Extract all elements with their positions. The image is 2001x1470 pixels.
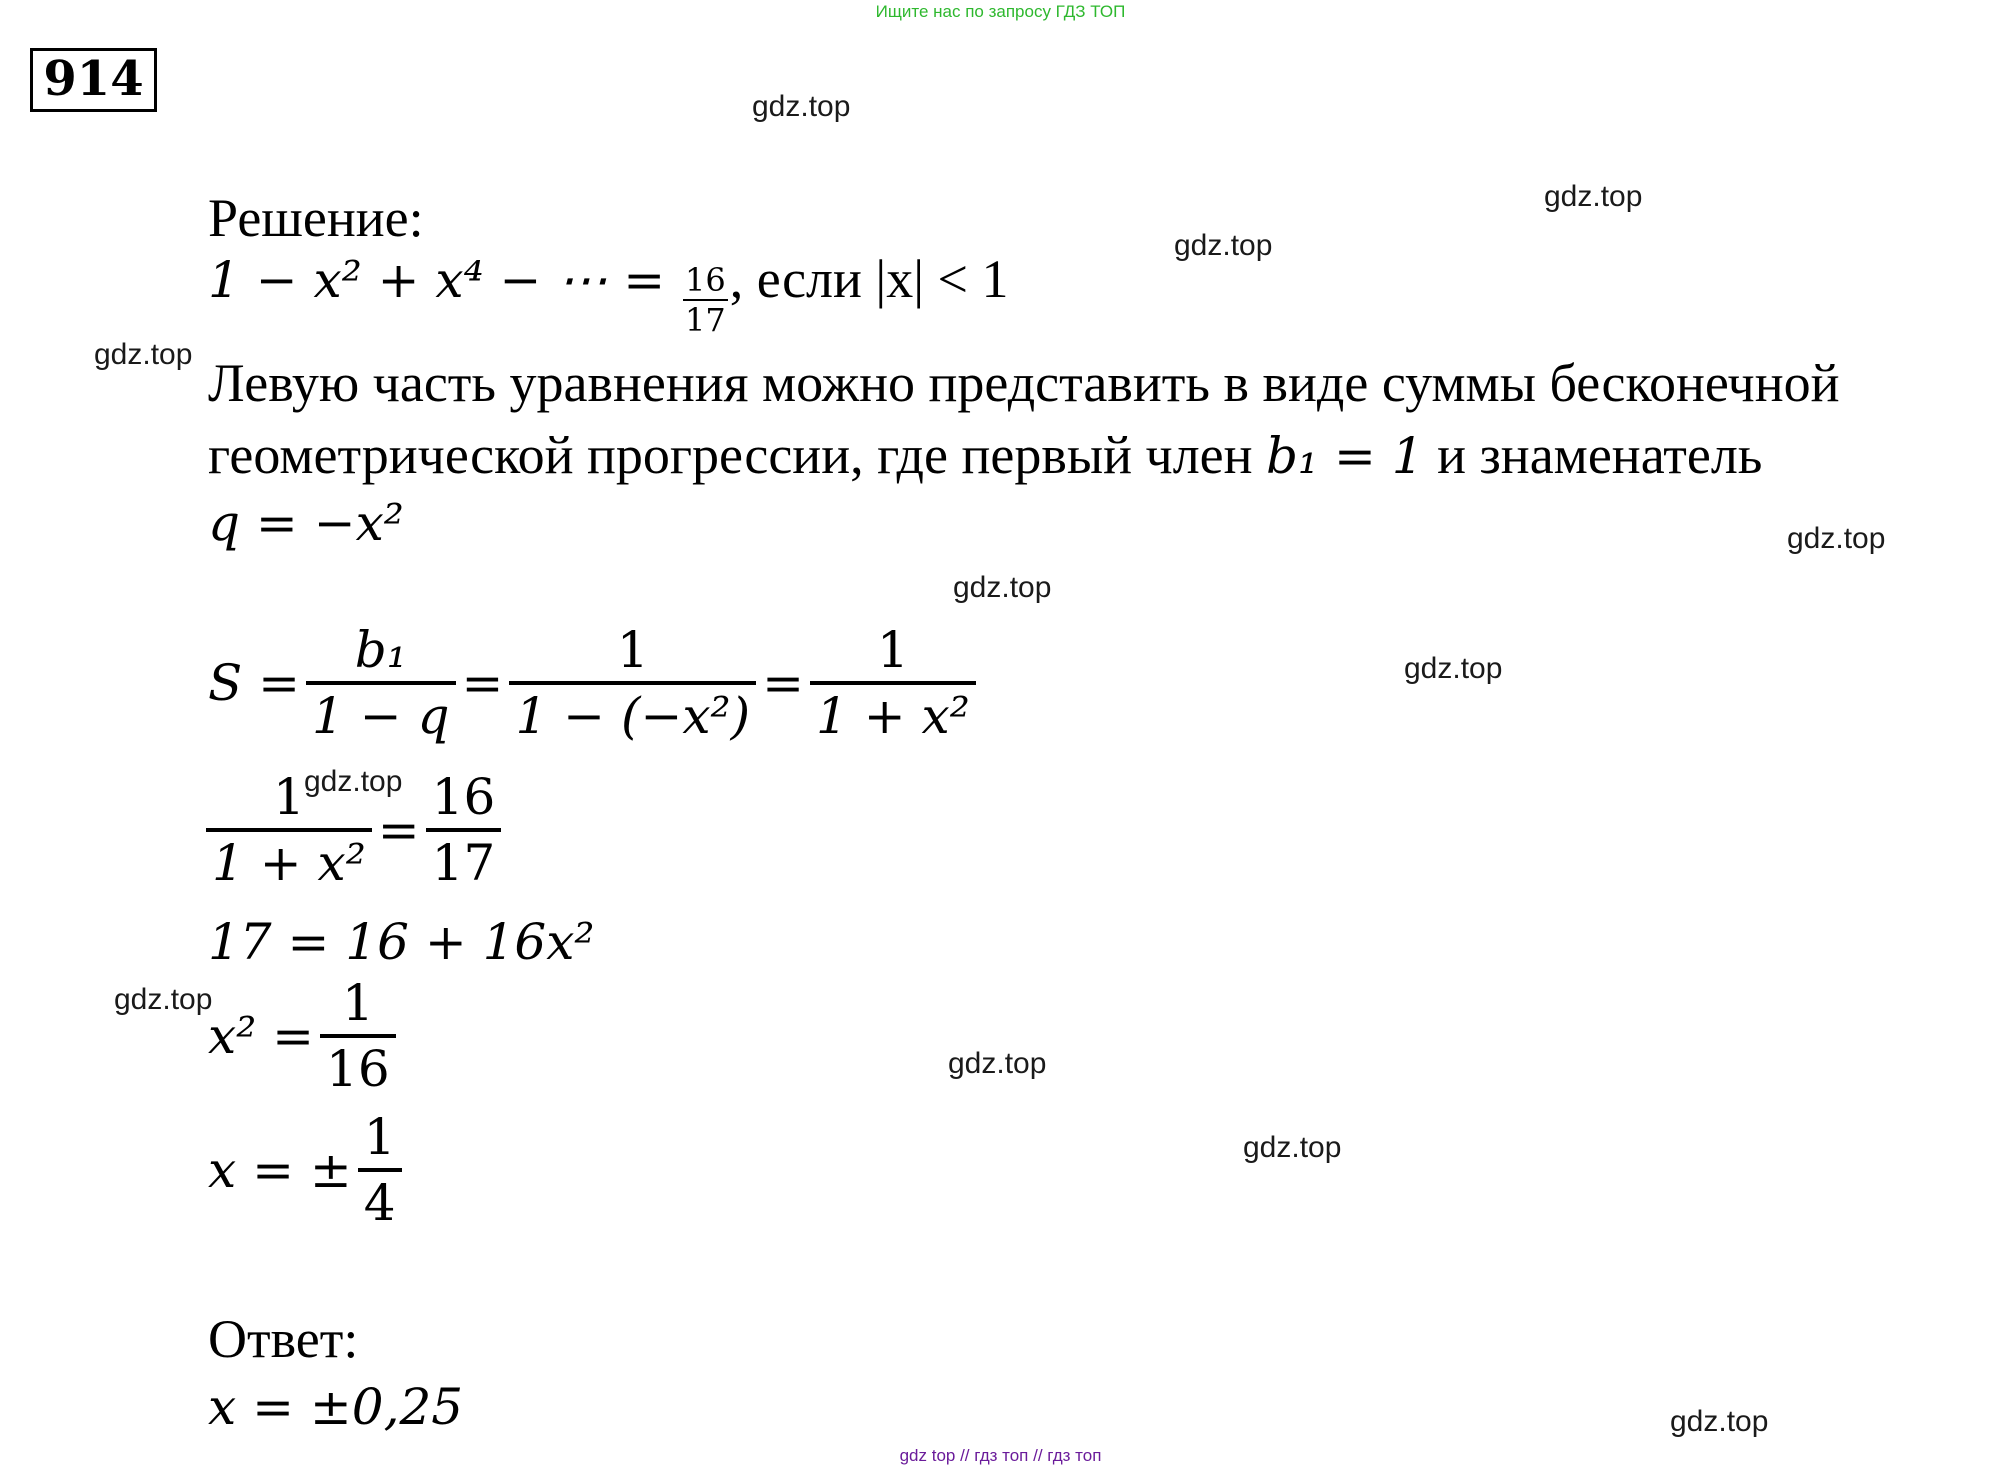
problem-number: 914 xyxy=(30,48,157,112)
bottom-banner: gdz top // гдз топ // гдз топ xyxy=(899,1446,1102,1465)
watermark: gdz.top xyxy=(1544,180,1643,213)
fraction-numerator: 1 xyxy=(272,768,305,826)
sum-fraction-1 xyxy=(306,621,456,745)
fraction-numerator: 16 xyxy=(431,768,496,826)
ratio-expression: q = −x² xyxy=(208,494,404,552)
watermark: gdz.top xyxy=(1404,652,1503,685)
watermark: gdz.top xyxy=(948,1047,1047,1080)
fraction-numerator: 1 xyxy=(341,974,374,1032)
fraction-numerator: b₁ xyxy=(354,621,407,679)
equals-sign: = xyxy=(762,654,805,712)
equals-sign: = xyxy=(461,654,504,712)
condition-suffix: , если |x| < 1 xyxy=(729,249,1009,309)
step-3 xyxy=(208,1108,408,1232)
explanation-line-1: Левую часть уравнения можно представить в виде суммы бесконечной xyxy=(208,353,1840,413)
fraction-denominator: 4 xyxy=(358,1168,402,1228)
fraction-denominator: 1 + x² xyxy=(810,681,976,741)
step-2-lhs: x² = xyxy=(208,1007,315,1065)
watermark: gdz.top xyxy=(1787,522,1886,555)
fraction-numerator: 1 xyxy=(876,621,909,679)
fraction-denominator: 17 xyxy=(426,828,502,888)
watermark: gdz.top xyxy=(94,338,193,371)
step-1: 17 = 16 + 16x² xyxy=(208,913,595,971)
condition-fraction xyxy=(683,260,728,339)
sum-formula xyxy=(208,621,982,745)
step-2 xyxy=(208,974,402,1098)
first-term-expression: b₁ = 1 xyxy=(1266,427,1424,485)
sum-fraction-3 xyxy=(810,621,976,745)
explanation-line-2-end: и знаменатель xyxy=(1423,425,1763,485)
watermark: gdz.top xyxy=(1243,1131,1342,1164)
explanation-line-2-start: геометрической прогрессии, где первый член xyxy=(208,425,1267,485)
fraction-denominator: 1 − (−x²) xyxy=(509,681,756,741)
sum-fraction-2 xyxy=(509,621,756,745)
explanation-line-2 xyxy=(208,425,1763,485)
step-3-fraction xyxy=(358,1108,402,1232)
condition-equation xyxy=(208,248,1009,339)
top-banner: Ищите нас по запросу ГДЗ ТОП xyxy=(875,2,1126,21)
watermark: gdz.top xyxy=(1670,1405,1769,1438)
equation-left-fraction xyxy=(206,768,372,892)
answer-value: x = ±0,25 xyxy=(208,1378,464,1436)
watermark: gdz.top xyxy=(114,983,213,1016)
equals-sign: = xyxy=(377,801,420,859)
solution-heading: Решение: xyxy=(208,188,424,248)
step-3-lhs: x = ± xyxy=(208,1141,352,1199)
fraction-denominator: 16 xyxy=(320,1034,396,1094)
fraction-denominator: 1 + x² xyxy=(206,828,372,888)
step-2-fraction xyxy=(320,974,396,1098)
watermark: gdz.top xyxy=(304,765,403,798)
fraction-denominator: 1 − q xyxy=(306,681,456,741)
main-equation xyxy=(200,768,507,892)
fraction-numerator: 1 xyxy=(363,1108,396,1166)
answer-heading: Ответ: xyxy=(208,1309,359,1369)
fraction-numerator: 16 xyxy=(685,260,726,299)
condition-lhs: 1 − x² + x⁴ − ⋯ = xyxy=(208,251,666,309)
watermark: gdz.top xyxy=(953,571,1052,604)
fraction-denominator: 17 xyxy=(685,300,726,339)
fraction-numerator: 1 xyxy=(616,621,649,679)
sum-lhs: S = xyxy=(208,654,301,712)
equation-right-fraction xyxy=(426,768,502,892)
watermark: gdz.top xyxy=(1174,229,1273,262)
watermark: gdz.top xyxy=(752,90,851,123)
